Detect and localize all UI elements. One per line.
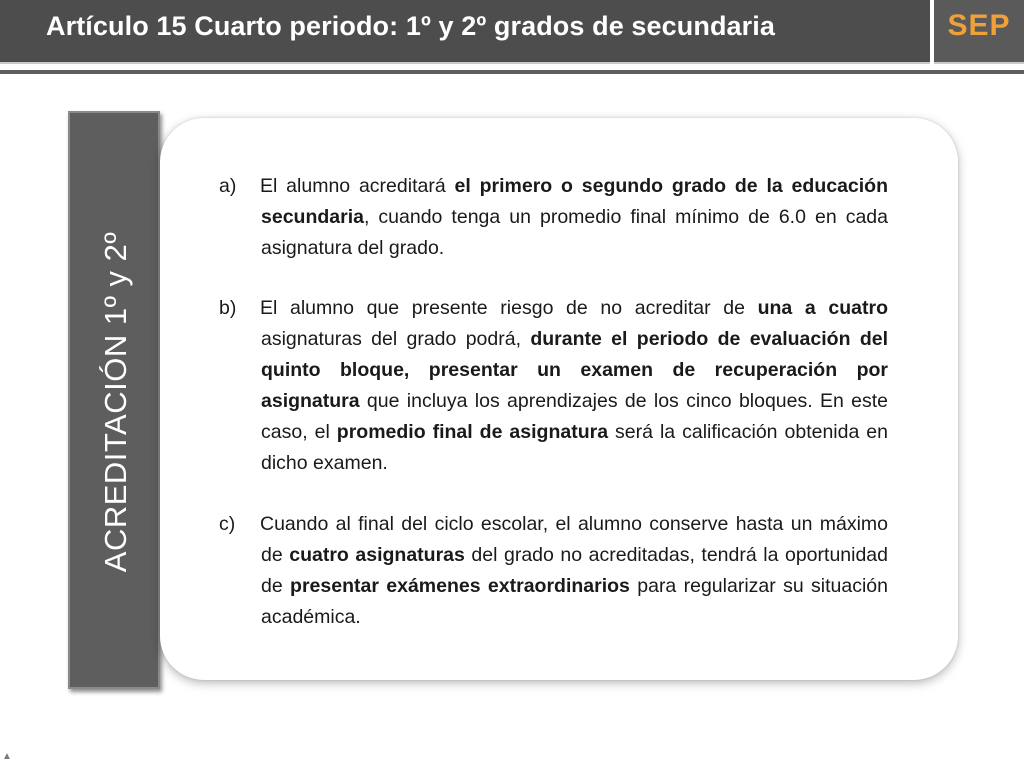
text-segment: para regularizar su situación académica. — [261, 575, 888, 628]
sep-logo-text: SEP — [947, 9, 1011, 42]
list-item-text — [220, 509, 888, 633]
sep-logo — [934, 0, 1024, 64]
bold-segment: presentar exámenes extraordinarios — [290, 575, 630, 597]
side-panel-label: ACREDITACIÓN 1º y 2º — [98, 231, 133, 573]
text-segment: , cuando tenga un promedio final mínimo de 6.0 en cada asignatura del grado. — [261, 206, 888, 259]
text-segment: será la calificación obtenida en dicho examen. — [261, 421, 889, 474]
bold-segment: cuatro asignaturas — [289, 544, 465, 566]
slide-title: Artículo 15 Cuarto periodo: 1º y 2º grados de secundaria — [46, 11, 775, 41]
text-segment: del grado no acreditadas, tendrá la oportunidad de — [261, 544, 888, 597]
list-marker: c) — [219, 513, 236, 535]
side-panel — [68, 111, 160, 689]
text-segment: Cuando al final del ciclo escolar, el alumno conserve hasta un máximo de — [260, 513, 888, 566]
list-item — [220, 171, 888, 264]
text-segment: que incluya los aprendizajes de los cinco bloques. En este caso, el — [261, 390, 888, 443]
slide-corner-icon: ▲ — [2, 751, 12, 762]
title-bar — [0, 0, 930, 64]
bold-segment: durante el periodo de evaluación del quinto bloque, presentar un examen de recuperación por asignatura — [261, 328, 888, 412]
list-item-text — [220, 293, 888, 479]
text-segment: El alumno acreditará — [260, 175, 455, 197]
bold-segment: el primero o segundo grado de la educación secundaria — [261, 175, 889, 228]
list-marker: b) — [219, 297, 237, 319]
text-segment: El alumno que presente riesgo de no acreditar de — [260, 297, 758, 319]
text-segment: asignaturas del grado podrá, — [261, 328, 531, 350]
list-item — [220, 293, 888, 479]
header-rule — [0, 70, 1024, 74]
bold-segment: una a cuatro — [757, 297, 888, 319]
list-item-text — [220, 171, 888, 264]
list-marker: a) — [219, 175, 237, 197]
bold-segment: promedio final de asignatura — [336, 421, 609, 443]
list-item — [220, 509, 888, 633]
content-card — [160, 118, 958, 680]
